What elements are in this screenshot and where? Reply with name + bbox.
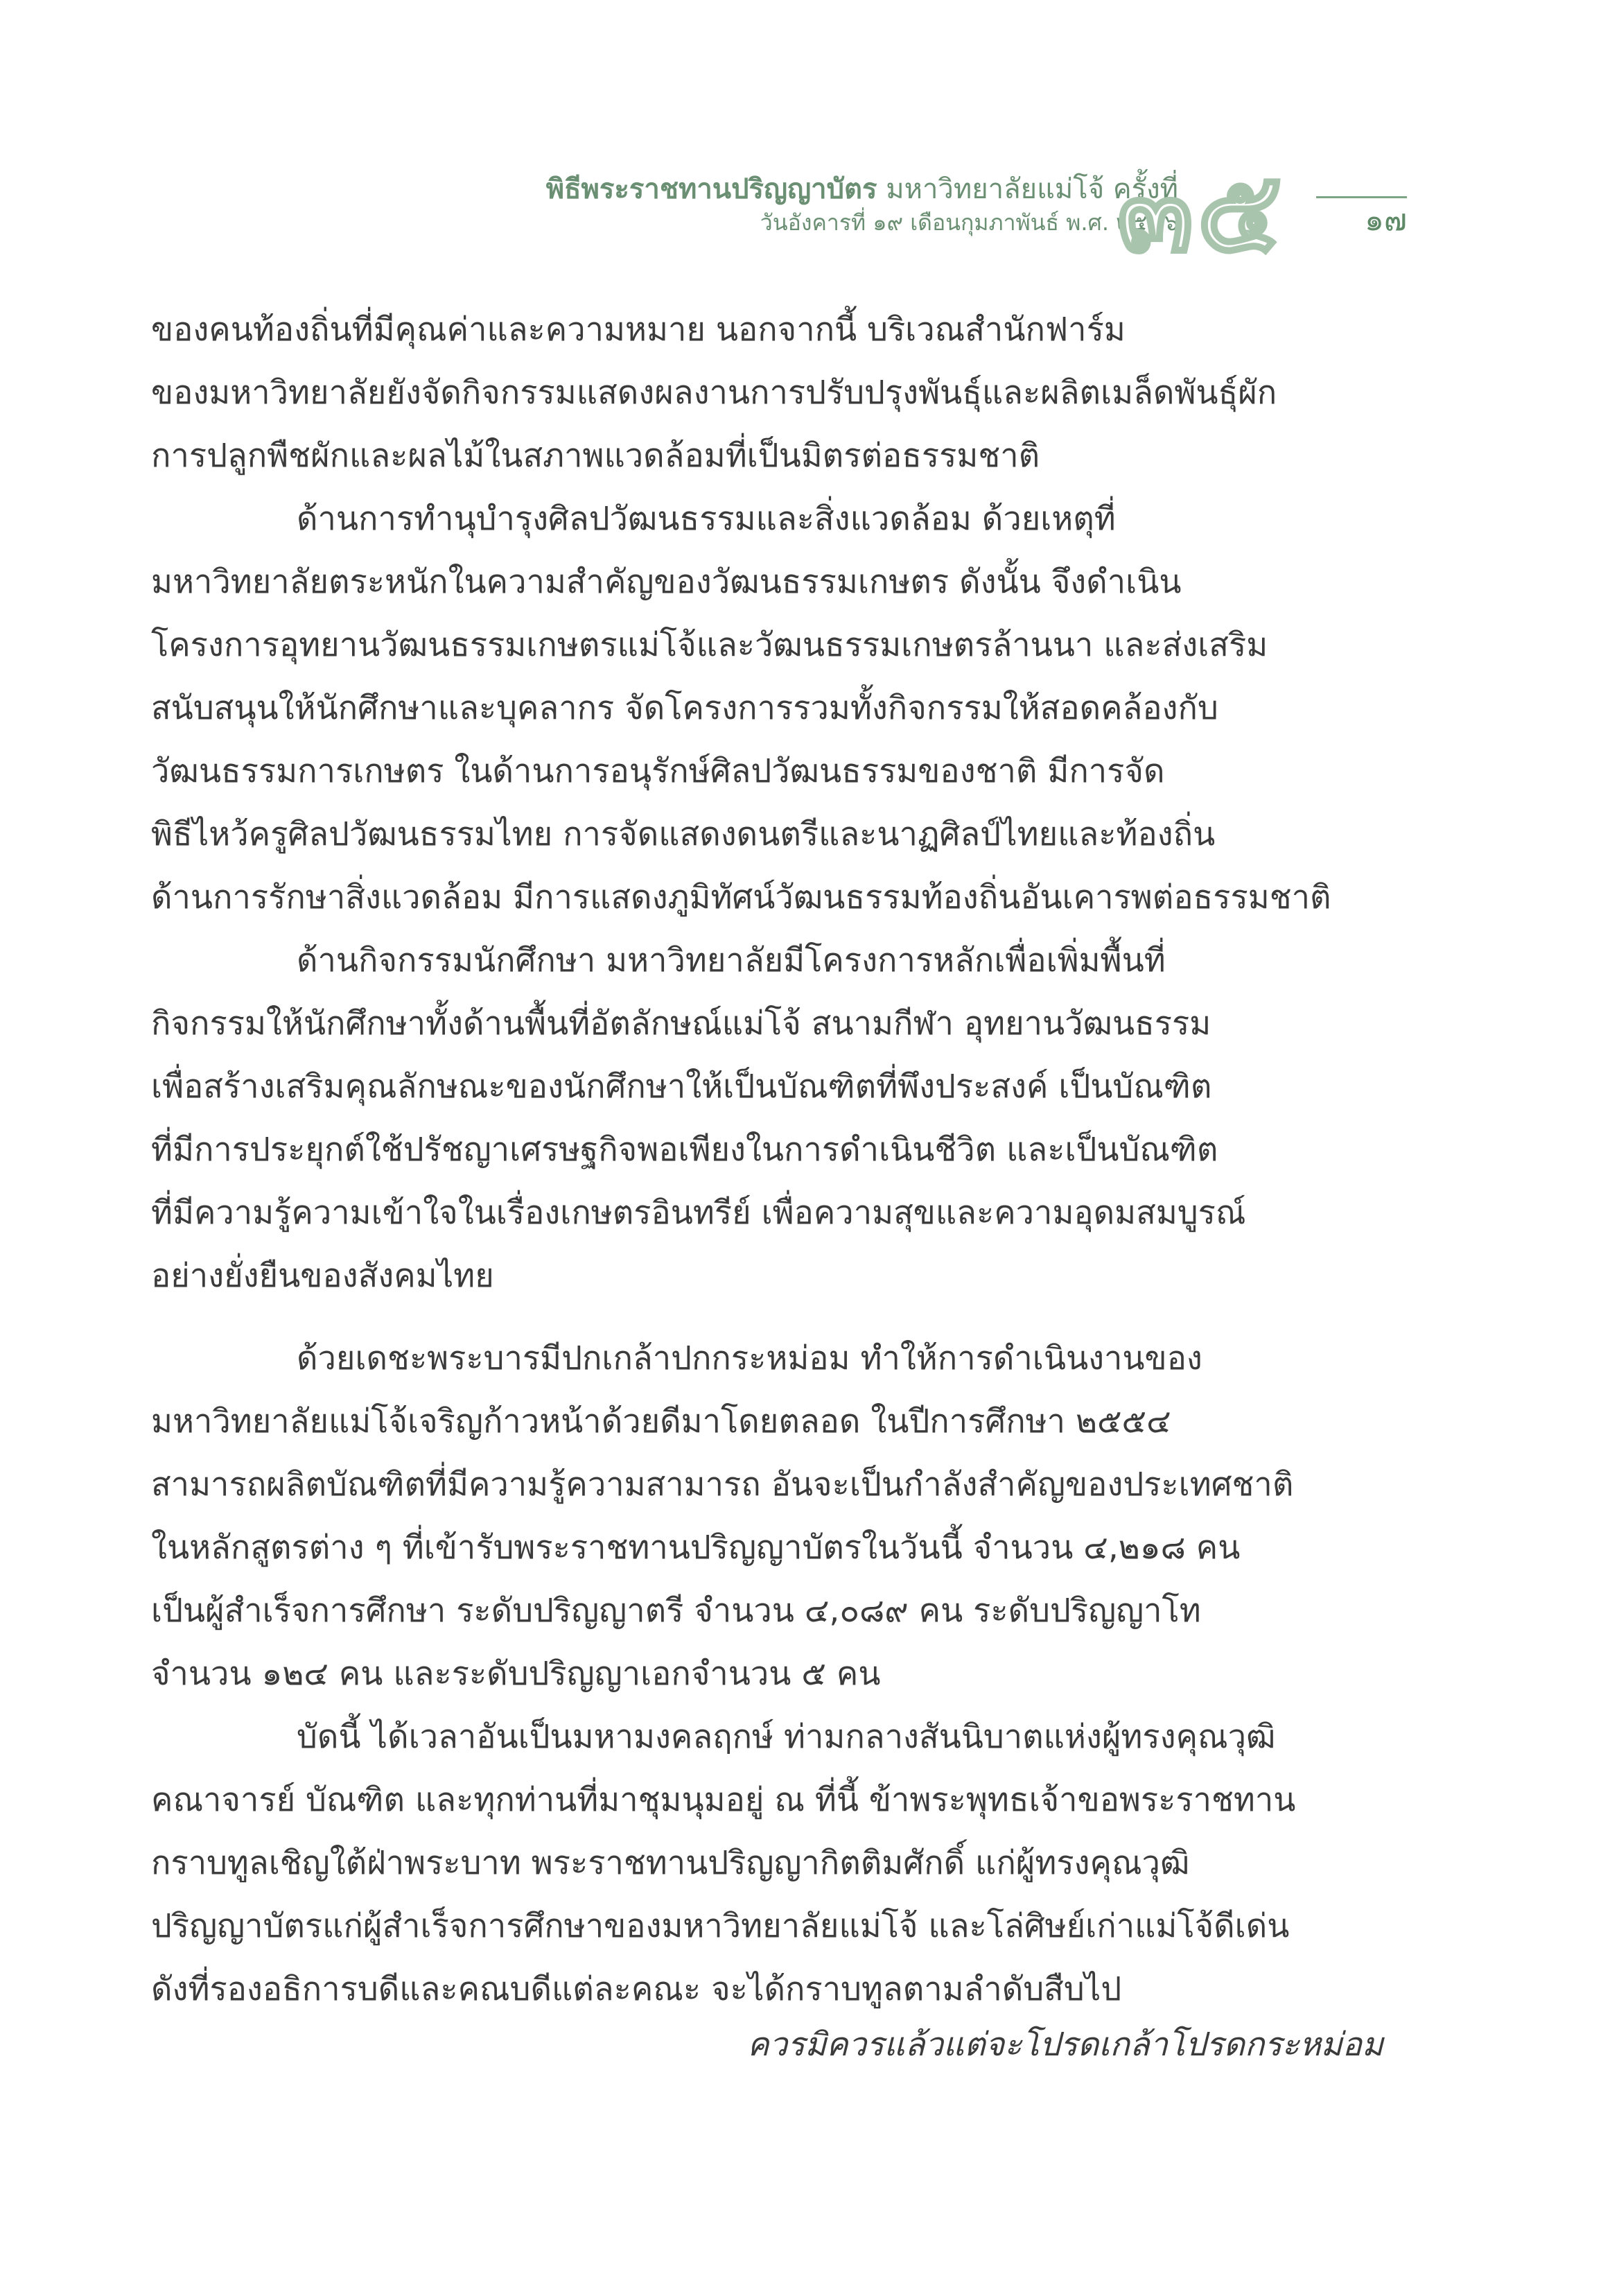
- page-header: [485, 146, 1407, 281]
- body-line: ด้านกิจกรรมนักศึกษา มหาวิทยาลัยมีโครงการหลักเพื่อเพิ่มพื้นที่: [297, 941, 1166, 980]
- body-line: วัฒนธรรมการเกษตร ในด้านการอนุรักษ์ศิลปวัฒนธรรมของชาติ มีการจัด: [151, 752, 1165, 790]
- body-line: สามารถผลิตบัณฑิตที่มีความรู้ความสามารถ อันจะเป็นกำลังสำคัญของประเทศชาติ: [151, 1466, 1294, 1504]
- ceremony-date: วันอังคารที่ ๑๙ เดือนกุมภาพันธ์ พ.ศ. ๒๕๕๖: [760, 209, 1178, 236]
- header-title-line: [546, 171, 1178, 207]
- body-line: ในหลักสูตรต่าง ๆ ที่เข้ารับพระราชทานปริญญาบัตรในวันนี้ จำนวน ๔,๒๑๘ คน: [151, 1529, 1241, 1567]
- body-line: พิธีไหว้ครูศิลปวัฒนธรรมไทย การจัดแสดงดนตรีและนาฏศิลป์ไทยและท้องถิ่น: [151, 815, 1216, 853]
- body-line: ของคนท้องถิ่นที่มีคุณค่าและความหมาย นอกจากนี้ บริเวณสำนักฟาร์ม: [151, 311, 1126, 349]
- ceremony-title: พิธีพระราชทานปริญญาบัตร: [545, 173, 877, 205]
- body-line: เพื่อสร้างเสริมคุณลักษณะของนักศึกษาให้เป็นบัณฑิตที่พึงประสงค์ เป็นบัณฑิต: [151, 1068, 1212, 1106]
- body-line: คณาจารย์ บัณฑิต และทุกท่านที่มาชุมนุมอยู่ ณ ที่นี้ ข้าพระพุทธเจ้าขอพระราชทาน: [151, 1781, 1296, 1819]
- body-line: มหาวิทยาลัยแม่โจ้เจริญก้าวหน้าด้วยดีมาโดยตลอด ในปีการศึกษา ๒๕๕๔: [151, 1402, 1171, 1441]
- body-line: อย่างยั่งยืนของสังคมไทย: [151, 1257, 494, 1295]
- body-line: ของมหาวิทยาลัยยังจัดกิจกรรมแสดงผลงานการปรับปรุงพันธุ์และผลิตเมล็ดพันธุ์ผัก: [151, 374, 1277, 412]
- header-text: [546, 171, 1178, 238]
- body-line: การปลูกพืชผักและผลไม้ในสภาพแวดล้อมที่เป็นมิตรต่อธรรมชาติ: [151, 437, 1040, 475]
- body-line: สนับสนุนให้นักศึกษาและบุคลากร จัดโครงการรวมทั้งกิจกรรมให้สอดคล้องกับ: [151, 689, 1218, 727]
- body-line: ที่มีความรู้ความเข้าใจในเรื่องเกษตรอินทรีย์ เพื่อความสุขและความอุดมสมบูรณ์: [151, 1194, 1246, 1232]
- body-line: ด้วยเดชะพระบารมีปกเกล้าปกกระหม่อม ทำให้การดำเนินงานของ: [297, 1339, 1202, 1377]
- ceremony-number: ๓๕: [1117, 146, 1286, 277]
- body-line: ดังที่รองอธิการบดีและคณบดีแต่ละคณะ จะได้กราบทูลตามลำดับสืบไป: [151, 1970, 1122, 2008]
- body-line: เป็นผู้สำเร็จการศึกษา ระดับปริญญาตรี จำนวน ๔,๐๘๙ คน ระดับปริญญาโท: [151, 1592, 1201, 1630]
- body-line: โครงการอุทยานวัฒนธรรมเกษตรแม่โจ้และวัฒนธรรมเกษตรล้านนา และส่งเสริม: [151, 626, 1268, 664]
- body-line: ปริญญาบัตรแก่ผู้สำเร็จการศึกษาของมหาวิทยาลัยแม่โจ้ และโล่ศิษย์เก่าแม่โจ้ดีเด่น: [151, 1907, 1290, 1945]
- university-name: มหาวิทยาลัยแม่โจ้ ครั้งที่: [886, 173, 1178, 205]
- body-line: ที่มีการประยุกต์ใช้ปรัชญาเศรษฐกิจพอเพียงในการดำเนินชีวิต และเป็นบัณฑิต: [151, 1131, 1218, 1169]
- body-line: จำนวน ๑๒๔ คน และระดับปริญญาเอกจำนวน ๕ คน: [151, 1655, 881, 1693]
- body-line: ด้านการรักษาสิ่งแวดล้อม มีการแสดงภูมิทัศน์วัฒนธรรมท้องถิ่นอันเคารพต่อธรรมชาติ: [151, 878, 1331, 916]
- body-line: กิจกรรมให้นักศึกษาทั้งด้านพื้นที่อัตลักษณ์แม่โจ้ สนามกีฬา อุทยานวัฒนธรรม: [151, 1004, 1211, 1043]
- page-number: ๑๗: [1316, 196, 1407, 240]
- body-line: ด้านการทำนุบำรุงศิลปวัฒนธรรมและสิ่งแวดล้อม ด้วยเหตุที่: [297, 500, 1116, 538]
- body-line: มหาวิทยาลัยตระหนักในความสำคัญของวัฒนธรรมเกษตร ดังนั้น จึงดำเนิน: [151, 563, 1182, 601]
- closing-phrase: ควรมิควรแล้วแต่จะโปรดเกล้าโปรดกระหม่อม: [747, 2026, 1383, 2064]
- body-line: กราบทูลเชิญใต้ฝ่าพระบาท พระราชทานปริญญากิตติมศักดิ์ แก่ผู้ทรงคุณวุฒิ: [151, 1844, 1190, 1882]
- body-line: บัดนี้ ได้เวลาอันเป็นมหามงคลฤกษ์ ท่ามกลางสันนิบาตแห่งผู้ทรงคุณวุฒิ: [297, 1718, 1276, 1756]
- speech-body: [151, 298, 1406, 2021]
